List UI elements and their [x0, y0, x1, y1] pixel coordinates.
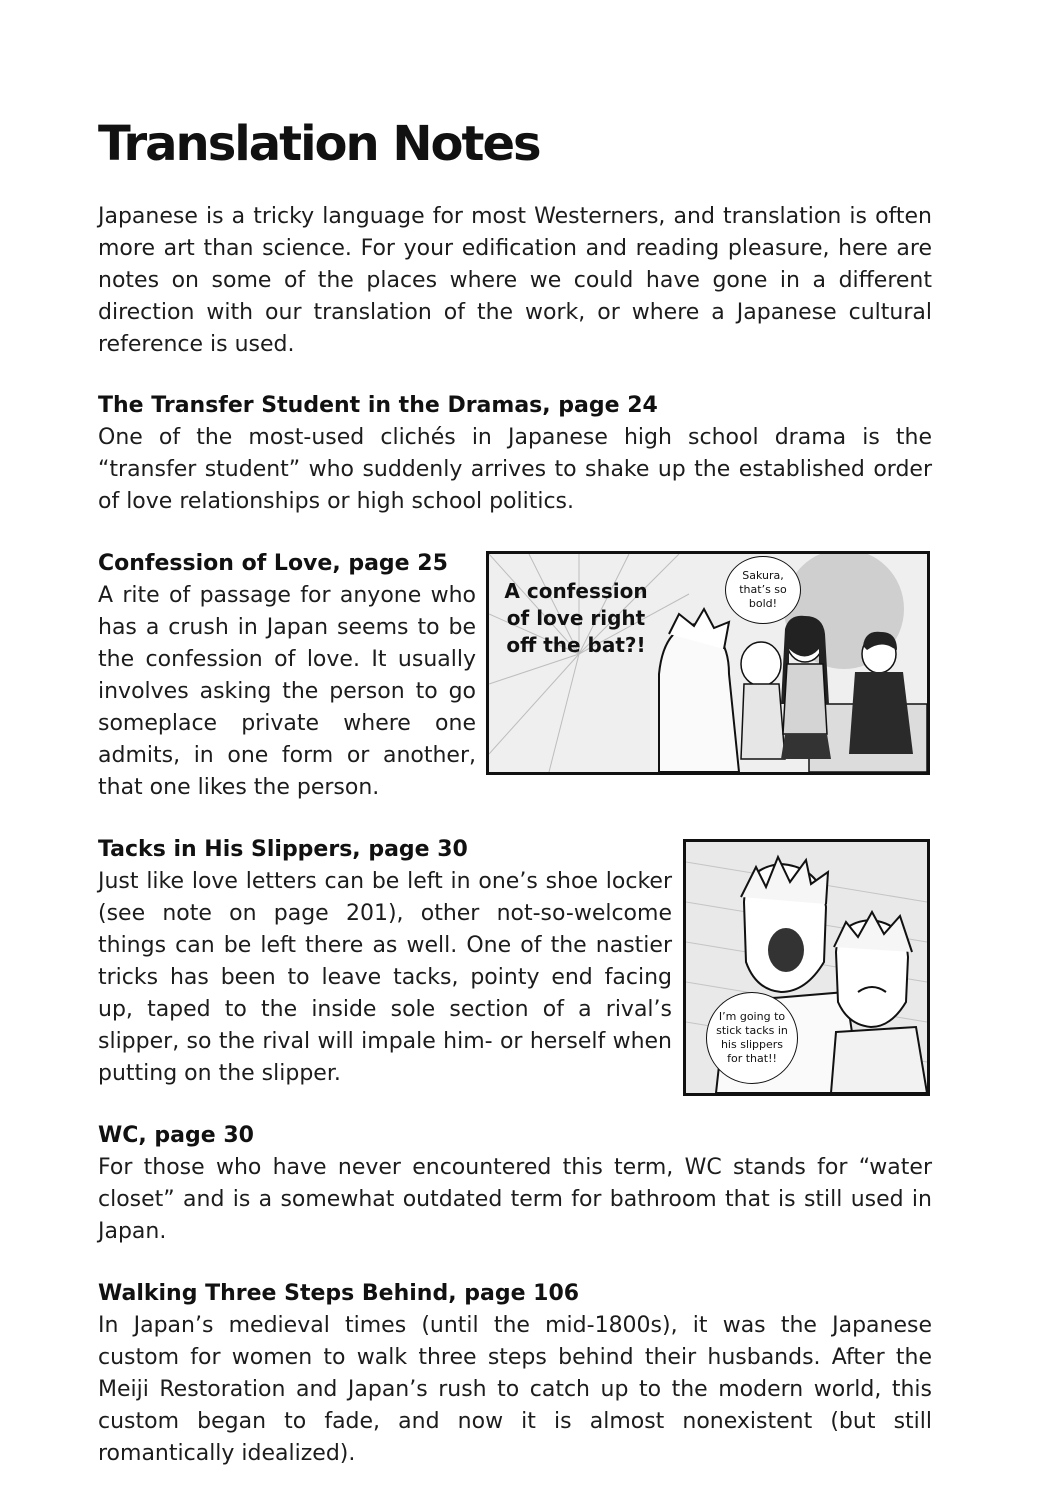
note-heading-transfer-student: The Transfer Student in the Dramas, page 24 — [98, 393, 658, 418]
sakura-speech-bubble: Sakura, that’s so bold! — [725, 556, 801, 624]
intro-paragraph: Japanese is a tricky language for most Westerners, and translation is often more art than science. For your edification and reading pleasure, here are notes on some of the places where we could have gone in a different direction with our translation of the work, or where a Japanese cultural reference is used. — [98, 204, 932, 357]
note-body-confession: A rite of passage for anyone who has a crush in Japan seems to be the confession of love. It usually involves asking the person to go someplace private where one admits, in one form or another, that one likes the person. — [98, 583, 476, 800]
note-heading-walking-behind: Walking Three Steps Behind, page 106 — [98, 1281, 580, 1306]
manga-panel-tacks — [683, 839, 930, 1096]
tacks-speech-bubble: I’m going to stick tacks in his slippers for that!! — [706, 992, 798, 1084]
page-title: Translation Notes — [98, 116, 540, 172]
note-heading-wc: WC, page 30 — [98, 1123, 254, 1148]
note-body-transfer-student: One of the most-used clichés in Japanese high school drama is the “transfer student” who suddenly arrives to shake up the established order of love relationships or high school politics. — [98, 425, 932, 514]
note-heading-tacks: Tacks in His Slippers, page 30 — [98, 837, 468, 862]
note-body-walking-behind: In Japan’s medieval times (until the mid-1800s), it was the Japanese custom for women to walk three steps behind their husbands. After the Meiji Restoration and Japan’s rush to catch up to the modern world, this custom began to fade, and now it is almost nonexistent (but still romantically idealized). — [98, 1313, 932, 1466]
note-heading-confession: Confession of Love, page 25 — [98, 551, 448, 576]
confession-shout-text: A confession of love right off the bat?! — [504, 579, 648, 657]
note-body-tacks: Just like love letters can be left in one’s shoe locker (see note on page 201), other not-so-welcome things can be left there as well. One of the nastier tricks has been to leave tacks, pointy end facing up, taped to the inside sole section of a rival’s slipper, so the rival will impale him- or herself when putting on the slipper. — [98, 869, 672, 1086]
manga-panel-confession — [486, 551, 930, 775]
note-body-wc: For those who have never encountered this term, WC stands for “water closet” and is a somewhat outdated term for bathroom that is still used in Japan. — [98, 1155, 932, 1244]
